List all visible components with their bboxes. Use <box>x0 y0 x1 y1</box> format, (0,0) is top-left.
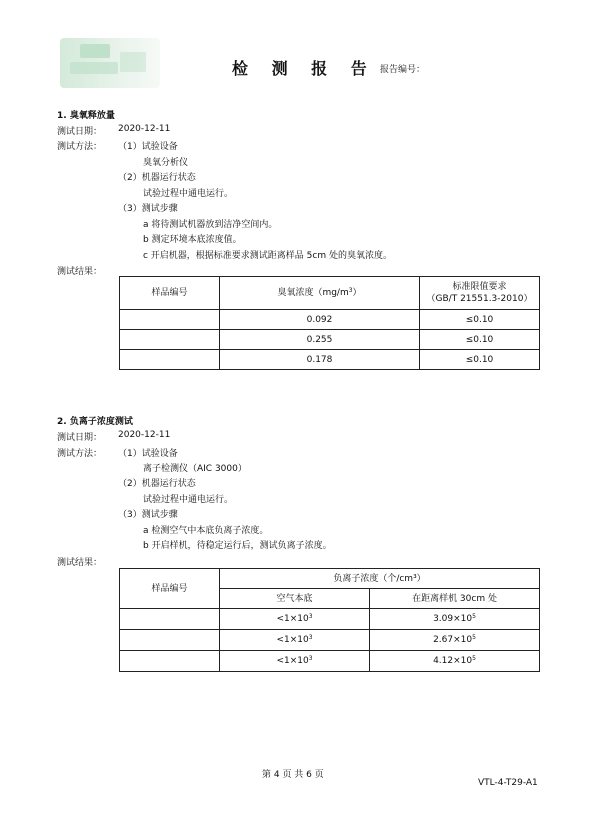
section2-step: （2）机器运行状态 <box>118 479 196 489</box>
col-ozone-concentration: 臭氧浓度$(mg/m^3)$ <box>220 277 420 310</box>
limit-cell: ≤0.10 <box>420 350 540 370</box>
background-cell: $<1\times 10^3$ <box>220 651 370 672</box>
section2-date-label: 测试日期： <box>57 433 103 443</box>
table-row <box>120 651 540 672</box>
section1-result-label: 测试结果： <box>57 267 103 277</box>
limit-cell: ≤0.10 <box>420 330 540 350</box>
section1-heading: 1. 臭氧释放量 <box>57 111 115 121</box>
section2-heading: 2. 负离子浓度测试 <box>57 417 133 427</box>
near-sample-cell: $2.67\times 10^5$ <box>370 630 540 651</box>
sample-id-cell <box>120 609 220 630</box>
section1-date-label: 测试日期： <box>57 127 103 137</box>
sample-id-cell <box>120 330 220 350</box>
report-number-label: 报告编号： <box>380 65 426 75</box>
section2-step: （3）测试步骤 <box>118 510 178 520</box>
table-header-row <box>120 277 540 310</box>
col-30cm-distance: 在距离样机 30cm 处 <box>370 589 540 609</box>
sample-id-cell <box>120 630 220 651</box>
section1-method-label: 测试方法： <box>57 142 103 152</box>
section1-step: （3）测试步骤 <box>118 204 178 214</box>
section2-step: a 检测空气中本底负离子浓度。 <box>143 526 269 536</box>
section1-date-value: 2020-12-11 <box>118 124 171 134</box>
company-logo <box>60 38 160 88</box>
table-header-row <box>120 569 540 589</box>
page-number: 第 4 页 共 6 页 <box>262 770 324 780</box>
section1-step: （2）机器运行状态 <box>118 173 196 183</box>
ozone-result-table <box>119 276 540 370</box>
report-title: 检 测 报 告 <box>232 59 376 78</box>
background-cell: $<1\times 10^3$ <box>220 609 370 630</box>
section1-step: 臭氧分析仪 <box>143 158 189 168</box>
section2-step: 离子检测仪（AIC 3000） <box>143 464 247 474</box>
table-row <box>120 609 540 630</box>
document-code: VTL-4-T29-A1 <box>478 778 538 788</box>
concentration-cell: 0.255 <box>220 330 420 350</box>
section1-step: （1）试验设备 <box>118 142 178 152</box>
limit-cell: ≤0.10 <box>420 310 540 330</box>
col-sample-id: 样品编号 <box>120 569 220 609</box>
table-row <box>120 630 540 651</box>
section2-step: 试验过程中通电运行。 <box>143 495 234 505</box>
table-row <box>120 310 540 330</box>
concentration-cell: 0.178 <box>220 350 420 370</box>
near-sample-cell: $3.09\times 10^5$ <box>370 609 540 630</box>
sample-id-cell <box>120 350 220 370</box>
sample-id-cell <box>120 310 220 330</box>
section2-method-label: 测试方法： <box>57 449 103 459</box>
section1-step: 试验过程中通电运行。 <box>143 189 234 199</box>
table-row <box>120 330 540 350</box>
section1-step: a 将待测试机器放到洁净空间内。 <box>143 220 278 230</box>
section2-date-value: 2020-12-11 <box>118 430 171 440</box>
section1-step: b 测定环境本底浓度值。 <box>143 235 242 245</box>
section2-step: （1）试验设备 <box>118 449 178 459</box>
near-sample-cell: $4.12\times 10^5$ <box>370 651 540 672</box>
col-sample-id: 样品编号 <box>120 277 220 310</box>
section2-step: b 开启样机，待稳定运行后，测试负离子浓度。 <box>143 541 332 551</box>
concentration-cell: 0.092 <box>220 310 420 330</box>
sample-id-cell <box>120 651 220 672</box>
background-cell: $<1\times 10^3$ <box>220 630 370 651</box>
col-negative-ion-concentration: 负离子浓度（个/cm³） <box>220 569 540 589</box>
section2-result-label: 测试结果： <box>57 558 103 568</box>
col-standard-limit: 标准限值要求 （GB/T 21551.3-2010） <box>420 277 540 310</box>
table-row <box>120 350 540 370</box>
negative-ion-result-table <box>119 568 540 672</box>
col-air-background: 空气本底 <box>220 589 370 609</box>
section1-step: c 开启机器，根据标准要求测试距离样品 5cm 处的臭氧浓度。 <box>143 251 392 261</box>
